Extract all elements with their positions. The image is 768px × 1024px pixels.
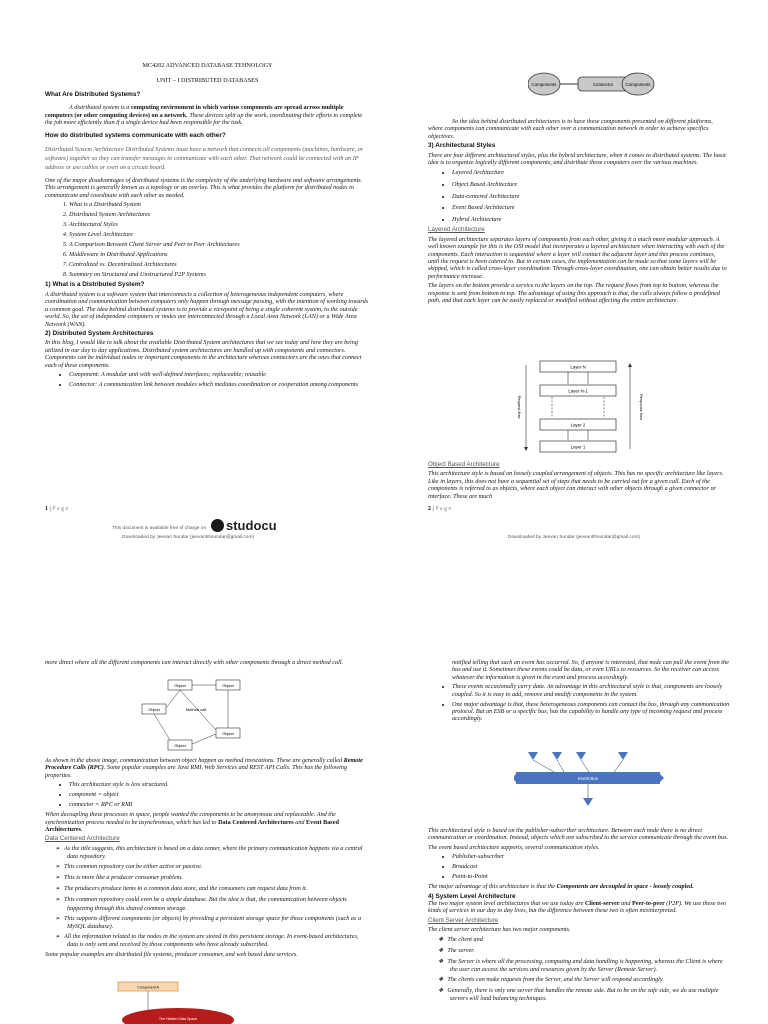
object-paragraph: This architecture style is based on loosely coupled arrangement of objects. This has no specific architecture like layers. Like in layers, this does not have a sequential set of steps that needs to be carried out for a given call. Each of the components is referred to as objects, where each object can interact with other objects through a given connector or interface. These are much — [428, 470, 724, 500]
page-4-body — [428, 827, 730, 1005]
layered-paragraph-2: The layers on the bottom provide a service to the layers on the top. The request flows from top to bottom, whereas the response is sent from bottom to top. The advantage of using this approach is that, the calls always follow a predefined path, and that each layer can be easily replaced or modified without affecting the entire architecture. — [428, 282, 720, 305]
page-4-intro: notified telling that such an event has occurred. So, if anyone is interested, that node can pull the event from the bus and use it. Sometimes these events could be data, or even URLs to resources. So the receiver can access whatever the information is given in the event and process accordingly. — [452, 659, 729, 681]
heading-section-2: 2) Distributed System Architectures — [45, 329, 154, 337]
page-2-intro: So the idea behind distributed architectures is to have these components presented on different platforms, where components can communicate with each other over a communication network in order to achieve specifics objectives. — [428, 118, 713, 140]
page-number-2: 2 | P a g e — [428, 506, 452, 512]
examples-paragraph: Some popular examples are distributed file systems, producer consumer, and web based data services. — [45, 951, 298, 959]
style-item: • Hybrid Architecture — [452, 215, 728, 224]
heading-how-communicate: How do distributed systems communicate with each other? — [45, 132, 226, 140]
comm-style-item: • Point-to-Point — [452, 873, 730, 880]
page-number-1: 1 | P a g e — [45, 506, 69, 512]
svg-text:Layer 2: Layer 2 — [570, 422, 586, 428]
diamond-item: ❖ The Server is where all the processing, computing and data handling is happening, whereas the Client is where the user can access the services and resources given by the Server (Remote Server). — [450, 958, 730, 974]
event-bus-diagram — [514, 750, 664, 810]
styles-list — [428, 168, 728, 223]
property-item: • This architecture style is less structured. — [69, 781, 370, 788]
svg-text:Layer N-1: Layer N-1 — [568, 388, 588, 394]
page-4 — [428, 659, 730, 725]
page-3 — [45, 659, 370, 668]
diagram-mid-label: Connector — [592, 82, 614, 87]
request-flow-label: Request flow — [517, 395, 522, 419]
svg-text:Object: Object — [222, 683, 234, 688]
data-centered-list — [45, 845, 370, 949]
comm-style-item: • Broadcast — [452, 863, 730, 870]
bullet-item: • Component: A modular unit with well-defined interfaces; replaceable; reusable — [69, 371, 370, 378]
style-item: • Event Based Architecture — [452, 203, 728, 212]
diamond-item: ❖ The client and — [450, 936, 730, 944]
svg-text:Layer 1: Layer 1 — [570, 444, 586, 450]
toc-item: 4. System Level Architecture — [69, 231, 370, 238]
toc-item: 1. What is a Distributed System — [69, 201, 370, 208]
component-bullets — [45, 371, 370, 388]
studocu-logo: studocu — [226, 518, 277, 533]
download-note-1: Downloaded by Jeevan Sundar (jeevan5hsundar@gmail.com) — [122, 535, 255, 540]
heading-section-3: 3) Architectural Styles — [428, 142, 496, 150]
section-2-paragraph: In this blog, I would like to talk about the available Distributed System architectures that we see today and how they are being utilized in our day to day applications. Distributed system architectures are bundled up with components and connectors. Components can be individual nodes or important components in the architecture whereas connectors are the ones that connect each of these components. — [45, 339, 362, 369]
heading-section-4: 4) System Level Architecture — [428, 892, 516, 900]
diagram-left-label: Components — [531, 82, 557, 87]
svg-text:Object: Object — [222, 731, 234, 736]
toc-item: 5. A Comparison Between Client Server and Peer to Peer Architectures — [69, 241, 370, 248]
page-2 — [428, 118, 728, 306]
diamond-item: ❖ Generally, there is only one server that handles the remote side. But to be on the safe side, we do use multiple servers will load balancing techniques. — [450, 987, 730, 1003]
client-server-paragraph: The client server architecture has two major components. — [428, 926, 571, 934]
rpc-paragraph: As shown in the above image, communication between object happen as method invocations. These are generally called Remote Procedure Calls (RPC). Some popular examples are Java RMI, Web Services and REST API Calls. This has the following properties. — [45, 757, 363, 779]
toc-item: 7. Centralized vs. Decentralized Architectures — [69, 261, 370, 268]
section-3-paragraph: There are four different architectural styles, plus the hybrid architecture, when it comes to distributed systems. The basic idea is to organize logically different components, and distribute those computers over the various machines. — [428, 151, 727, 167]
unit-title: UNIT – I DISTRIBUTED DATABASES — [156, 77, 259, 85]
event-bullets — [428, 683, 730, 723]
event-bullet-item: • One major advantage is that, these heterogeneous components can contact the bus, through any communication protocol. But an ESB or a specific bus, has the capability to handle any type of incoming request and process accordingly. — [452, 701, 730, 723]
advantage-paragraph: The major advantage of this architecture is that the Components are decoupled in space - loosely coupled. — [428, 883, 694, 891]
event-bus-label: Event Bus — [577, 776, 599, 781]
heading-data-centered: Data Centered Architecture — [45, 835, 120, 843]
property-item: • component = object — [69, 791, 370, 798]
decoupling-paragraph: When decoupling these processes in space, people wanted the components to be anonymous and replaceable. And the synchronization process needed to be asynchronous, which has led to Data Centered Architectures and Event Based Architectures. — [45, 811, 339, 834]
section-4-paragraph: The two major system level architectures that we use today are Client-server and Peer-to-peer (P2P). We use these two kinds of services in our day to day lives, but the difference between these two is often misinterpreted. — [428, 900, 727, 915]
page-2-bottom — [428, 461, 728, 502]
component-connector-diagram — [528, 66, 678, 106]
hidden-data-space-label: The Hidden Data Space — [158, 1017, 198, 1021]
method-call-label: Method call — [185, 707, 207, 712]
page-3-intro: more direct where all the different components can interact directly with other components through a direct method call. — [45, 659, 344, 666]
bullet-item: • Connector: A communication link between modules which mediates coordination or cooperation among components — [69, 381, 370, 388]
property-item: • connector = RPC or RMI — [69, 801, 370, 808]
style-item: • Object Based Architecture — [452, 180, 728, 189]
diamond-item: ❖ The clients can make requests from the Server, and the Server will respond accordingly. — [450, 976, 730, 984]
component-a-label: Component A — [137, 985, 159, 990]
arrow-item: ➢ This common repository could even be a simple database. But the idea is that, the communication between objects happening through this shared common storage. — [67, 896, 370, 912]
toc-item: 6. Middleware in Distributed Applications — [69, 251, 370, 258]
svg-text:Layer N: Layer N — [570, 364, 586, 370]
page-3-body — [45, 757, 370, 961]
svg-text:Object: Object — [174, 683, 186, 688]
arrow-item: ➢ This supports different components (or objects) by providing a persistent storage space for those components (such as a MySQL database). — [67, 915, 370, 931]
comm-styles-paragraph: The event based architecture supports, several communication styles. — [428, 843, 600, 851]
paragraph-architecture: Distributed System Architecture Distributed Systems must have a network that connects all components (machines, hardware, or software) together so they can transfer messages to communicate with each other. That network could be connected with an IP address or use cables or even on a circuit board. — [45, 145, 364, 171]
layered-paragraph-1: The layered architecture separates layers of components from each other, giving it a much more modular approach. A well known example for this is the OSI model that incorporates a layered architecture when interacting with each of the components. Each interaction is sequential where a layer will contact the adjacent layer and this process continues, until the request is been catered to. But in certain cases, the implementation can be made so that some layers will be skipped, which is called cross-layer coordination. Through cross-layer coordination, one can obtain better results due to performance increase. — [428, 235, 727, 280]
response-flow-label: Response flow — [639, 393, 644, 421]
page-1 — [45, 60, 370, 391]
heading-what-are: What Are Distributed Systems? — [45, 90, 141, 98]
intro-paragraph: A distributed system is a computing environment in which various components are spread across multiple computers (or other computing devices) on a network. These devices split up the work, coordinating their efforts to complete the job more efficiently than if a single device had been responsible for the task. — [45, 104, 363, 127]
arrow-item: ➢ The producers produce items to a common data store, and the consumers can request data from it. — [67, 885, 370, 893]
heading-section-1: 1) What is a Distributed System? — [45, 281, 145, 289]
diamond-item: ❖ The server. — [450, 947, 730, 955]
pubsub-paragraph: This architectural style is based on the publisher-subscriber architecture. Between each node there is no direct communication or coordination. Instead, objects which are subscribed to the service communicate through the event bus. — [428, 827, 729, 842]
comm-style-item: • Publisher-subscriber — [452, 853, 730, 860]
svg-text:Object: Object — [174, 743, 186, 748]
heading-client-server: Client Server Architecture — [428, 916, 499, 924]
toc-item: 8. Summary on Structured and Unstructured P2P Systems — [69, 271, 370, 278]
svg-text:Object: Object — [148, 707, 160, 712]
free-note: This document is available free of charge on — [112, 526, 207, 531]
rpc-properties — [45, 781, 370, 808]
client-server-list — [428, 936, 730, 1003]
download-note-2: Downloaded by Jeevan Sundar (jeevan5hsundar@gmail.com) — [508, 535, 641, 540]
comm-styles-list — [428, 853, 730, 880]
studocu-logo-icon — [211, 519, 224, 532]
toc-item: 3. Architectural Styles — [69, 221, 370, 228]
style-item: • Data-centered Architecture — [452, 192, 728, 201]
object-diagram — [140, 678, 260, 754]
arrow-item: ➢ This is more like a producer consumer problem. — [67, 874, 370, 882]
section-1-paragraph: A distributed system is a software system that interconnects a collection of heterogeneous independent computers, where coordination and communication between computers only happen through message passing, with the intention of working towards a common goal. The idea behind distributed systems is to provide a viewpoint of being a single coherent system, to the outside world. So, the set of independent computers or nodes are interconnected through a Local Area Network (LAN) or a Wide Area Network (WAN). — [45, 290, 369, 328]
diagram-right-label: Components — [625, 82, 651, 87]
toc-item: 2. Distributed System Architectures — [69, 211, 370, 218]
arrow-item: ➢ All the information related to the nodes in the system are stored in this persistent storage. In event-based architectures, data is only sent and received by those components who have already subscribed. — [67, 933, 370, 949]
arrow-item: ➢ This common repository can be either active or passive. — [67, 863, 370, 871]
event-bullet-item: • These events occasionally carry data. An advantage in this architectural style is that, components are loosely coupled. So it is easy to add, remove and modify components in the system. — [452, 683, 730, 698]
paragraph-disadvantages: One of the major disadvantages of distributed systems is the complexity of the underlying hardware and software arrangements. This arrangement is generally known as a topology or an overlay. This is what provides the platform for distributed nodes to communicate and coordinate with each other as needed. — [45, 176, 363, 199]
heading-object-based: Object Based Architecture — [428, 461, 500, 468]
toc-list — [45, 201, 370, 278]
style-item: • Layered Architecture — [452, 168, 728, 177]
doc-title: MC4202 ADVANCED DATABASE TEHNOLOGY — [142, 62, 273, 69]
layered-diagram — [508, 357, 668, 457]
data-centered-diagram — [116, 980, 236, 1024]
arrow-item: ➢ As the title suggests, this architecture is based on a data center, where the primary communication happens via a central data repository. — [67, 845, 370, 861]
heading-layered: Layered Architecture — [428, 226, 485, 234]
